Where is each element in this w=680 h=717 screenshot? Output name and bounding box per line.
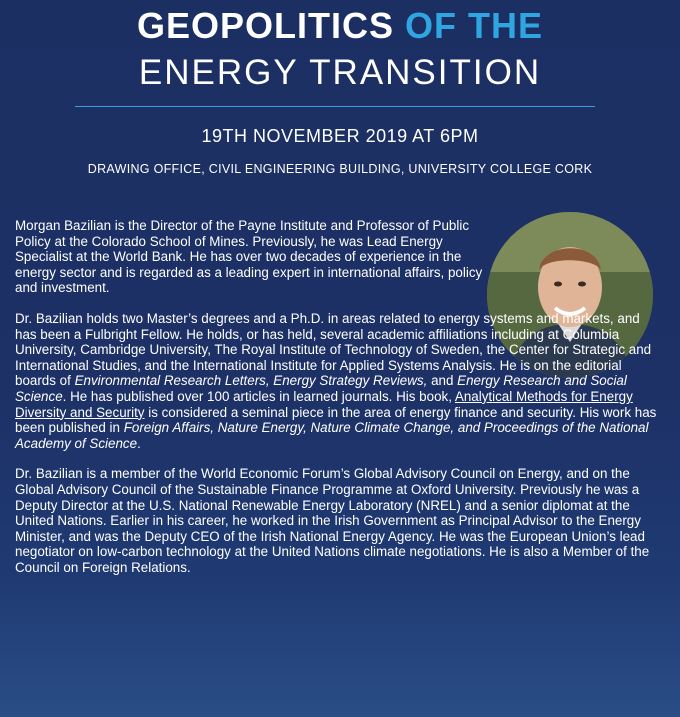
divider-line <box>75 106 595 107</box>
bio-paragraph-3: Dr. Bazilian is a member of the World Economic Forum’s Global Advisory Council on Energy, and on the Global Advisory Council of the Sustainable Finance Programme at Oxford University. Previously he was a Deputy Director at the U.S. National Renewable Energy Laboratory (NREL) and a senior diplomat at the United Nations. Earlier in his career, he worked in the Irish Government as Principal Advisor to the Energy Minister, and was the Deputy CEO of the Irish National Energy Agency. He was the European Union’s lead negotiator on low-carbon technology at the United Nations climate negotiations. He is also a Member of the Council on Foreign Relations. <box>15 466 650 575</box>
bio-p2-and: and <box>427 373 458 389</box>
title-part-geopolitics: GEOPOLITICS <box>136 5 394 46</box>
bio-p2-journal-3: Energy Research and Social Science <box>15 373 627 404</box>
bio-p2-publications: Foreign Affairs, Nature Energy, Nature Climate Change, and Proceedings of the National Academy of Science <box>15 420 649 451</box>
bio-paragraph-1: Morgan Bazilian is the Director of the Payne Institute and Professor of Public Policy at the Colorado School of Mines. Previously, he was Lead Energy Specialist at the World Bank. He has over two decades of experience in the energy sector and is regarded as a leading expert in international affairs, policy and investment. <box>15 218 483 296</box>
speaker-bio <box>15 218 660 590</box>
bio-p2-text-c: is considered a seminal piece in the area of energy finance and security. His work has been published in <box>15 404 657 436</box>
title-part-of-the: OF THE <box>405 5 544 46</box>
event-date: 19TH NOVEMBER 2019 AT 6PM <box>201 126 479 146</box>
event-venue: DRAWING OFFICE, CIVIL ENGINEERING BUILDING, UNIVERSITY COLLEGE CORK <box>87 162 593 176</box>
bio-paragraph-2 <box>15 311 660 451</box>
bio-p2-text-a: Dr. Bazilian holds two Master’s degrees and a Ph.D. in areas related to energy systems and markets, and has been a Fulbright Fellow. He holds, or has held, several academic affiliations including at Columbia University, Cambridge University, The Royal Institute of Technology of Sweden, the Center for Strategic and International Studies, and the International Institute for Applied Systems Analysis. He is on the editorial boards of <box>15 310 652 389</box>
title-line-1 <box>0 6 680 46</box>
title-line-2: ENERGY TRANSITION <box>138 53 542 92</box>
bio-p2-text-b: . He has published over 100 articles in learned journals. His book, <box>62 388 455 404</box>
bio-p2-journals: Environmental Research Letters, Energy Strategy Reviews, <box>74 373 428 389</box>
bio-p2-end: . <box>137 435 141 451</box>
book-link[interactable]: Analytical Methods for Energy Diversity and Security <box>15 388 633 420</box>
